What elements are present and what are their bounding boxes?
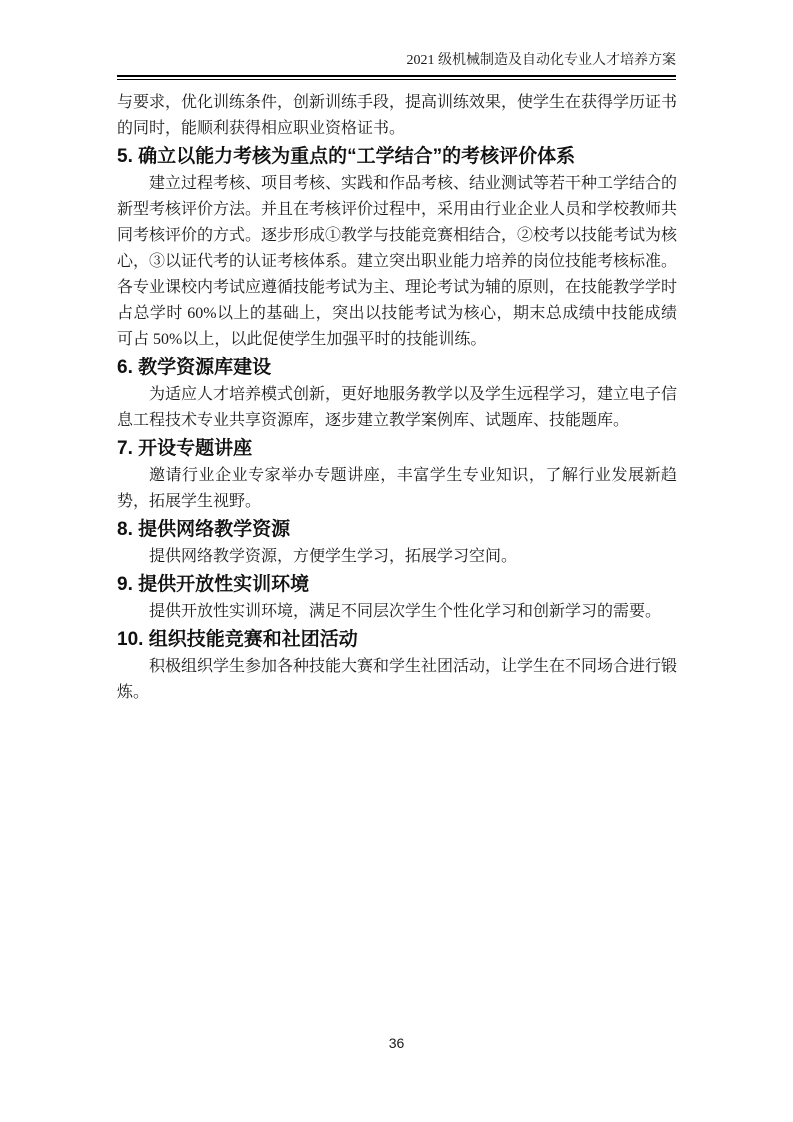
header-divider [117, 75, 676, 80]
document-body [117, 90, 677, 706]
intro-paragraph: 与要求，优化训练条件，创新训练手段，提高训练效果，使学生在获得学历证书的同时，能顺利获得相应职业资格证书。 [117, 94, 678, 137]
header-title: 2021 级机械制造及自动化专业人才培养方案 [406, 53, 676, 68]
section-8-paragraph: 提供网络教学资源，方便学生学习，拓展学习空间。 [149, 548, 518, 565]
section-10-paragraph: 积极组织学生参加各种技能大赛和学生社团活动，让学生在不同场合进行锻炼。 [117, 658, 678, 701]
section-5-paragraph: 建立过程考核、项目考核、实践和作品考核、结业测试等若干种工学结合的新型考核评价方法。并且在考核评价过程中，采用由行业企业人员和学校教师共同考核评价的方式。逐步形成①教学与技能竞赛相结合，②校考以技能考试为核心，③以证代考的认证考核体系。建立突出职业能力培养的岗位技能考核标准。各专业课校内考试应遵循技能考试为主、理论考试为辅的原则，在技能教学学时占总学时 60%以上的基础上，突出以技能考试为核心，期末总成绩中技能成绩可占 50%以上，以此促使学生加强平时的技能训练。 [117, 175, 678, 348]
header-divider-thin-line [117, 79, 676, 80]
section-9-paragraph: 提供开放性实训环境，满足不同层次学生个性化学习和创新学习的需要。 [149, 603, 662, 620]
page-header [117, 52, 676, 70]
section-10-heading: 10. 组织技能竞赛和社团活动 [117, 629, 358, 650]
section-9-heading: 9. 提供开放性实训环境 [117, 574, 310, 595]
header-divider-thick-line [117, 75, 676, 77]
section-8-heading: 8. 提供网络教学资源 [117, 519, 291, 540]
section-7-heading: 7. 开设专题讲座 [117, 438, 253, 459]
section-6-heading: 6. 教学资源库建设 [117, 357, 272, 378]
section-5-heading: 5. 确立以能力考核为重点的“工学结合”的考核评价体系 [117, 146, 576, 167]
page-number: 36 [388, 1035, 405, 1051]
section-6-paragraph: 为适应人才培养模式创新，更好地服务教学以及学生远程学习，建立电子信息工程技术专业共享资源库，逐步建立教学案例库、试题库、技能题库。 [117, 386, 678, 429]
section-7-paragraph: 邀请行业企业专家举办专题讲座，丰富学生专业知识，了解行业发展新趋势，拓展学生视野。 [117, 467, 677, 510]
